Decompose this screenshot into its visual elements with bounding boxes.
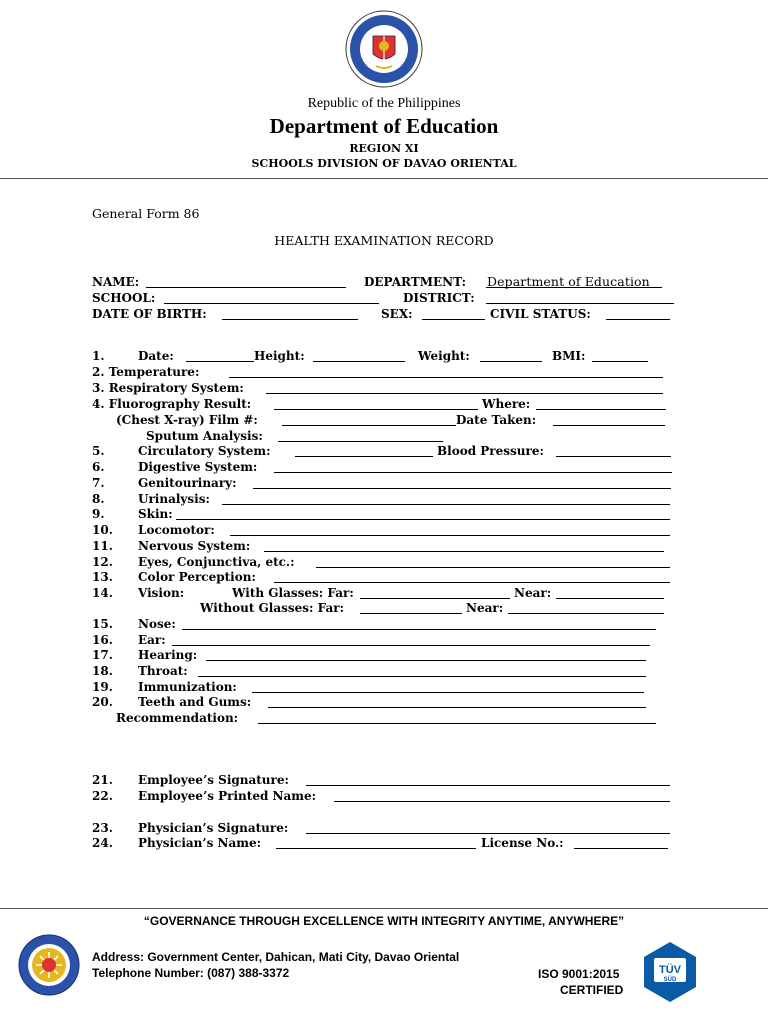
district-label: DISTRICT: [403, 291, 475, 305]
throat-field[interactable] [198, 665, 646, 677]
urinalysis-label: Urinalysis: [138, 492, 210, 506]
deped-seal-icon [345, 10, 423, 88]
item-number: 21. [92, 773, 113, 787]
respiratory-field[interactable] [266, 382, 663, 394]
with-glasses-near-label: Near: [514, 586, 552, 600]
recommendation-label: Recommendation: [116, 711, 239, 725]
item-number: 9. [92, 507, 105, 521]
date-label: Date: [138, 349, 174, 363]
item-number: 13. [92, 570, 113, 584]
physician-name-label: Physician’s Name: [138, 836, 262, 850]
civil-status-field[interactable] [606, 308, 670, 320]
eyes-label: Eyes, Conjunctiva, etc.: [138, 555, 295, 569]
tuv-logo-text: TÜV [659, 964, 681, 976]
employee-signature-label: Employee’s Signature: [138, 773, 289, 787]
item-number: 1. [92, 349, 105, 363]
temperature-field[interactable] [229, 366, 663, 378]
item-number: 23. [92, 821, 113, 835]
with-glasses-near-field[interactable] [556, 587, 664, 599]
immunization-field[interactable] [252, 681, 644, 693]
hearing-label: Hearing: [138, 648, 198, 662]
immunization-label: Immunization: [138, 680, 237, 694]
circulatory-label: Circulatory System: [138, 444, 271, 458]
physician-signature-label: Physician’s Signature: [138, 821, 289, 835]
sex-label: SEX: [381, 307, 413, 321]
school-field[interactable] [164, 292, 379, 304]
dob-label: DATE OF BIRTH: [92, 307, 207, 321]
height-field[interactable] [313, 350, 405, 362]
item-number: 14. [92, 586, 113, 600]
tuv-certification-icon [638, 940, 702, 1004]
license-label: License No.: [481, 836, 564, 850]
header-divider [0, 178, 768, 179]
fluorography-label: 4. Fluorography Result: [92, 397, 252, 411]
division-heading: SCHOOLS DIVISION OF DAVAO ORIENTAL [251, 157, 517, 170]
recommendation-field[interactable] [258, 712, 656, 724]
skin-field[interactable] [176, 508, 670, 520]
temperature-label: 2. Temperature: [92, 365, 200, 379]
license-field[interactable] [574, 837, 668, 849]
dob-field[interactable] [222, 308, 358, 320]
employee-signature-field[interactable] [306, 774, 670, 786]
weight-field[interactable] [480, 350, 542, 362]
film-field[interactable] [282, 414, 456, 426]
without-glasses-far-label: Without Glasses: Far: [200, 601, 345, 615]
without-glasses-near-label: Near: [466, 601, 504, 615]
item-number: 7. [92, 476, 105, 490]
with-glasses-far-field[interactable] [360, 587, 510, 599]
date-taken-field[interactable] [553, 414, 665, 426]
republic-heading: Republic of the Philippines [307, 96, 461, 111]
throat-label: Throat: [138, 664, 188, 678]
teeth-label: Teeth and Gums: [138, 695, 252, 709]
digestive-field[interactable] [274, 461, 672, 473]
genitourinary-field[interactable] [253, 477, 671, 489]
teeth-field[interactable] [268, 696, 646, 708]
item-number: 22. [92, 789, 113, 803]
address-text: Address: Government Center, Dahican, Mati City, Davao Oriental [92, 950, 460, 964]
item-number: 15. [92, 617, 113, 631]
color-perception-field[interactable] [274, 571, 670, 583]
film-label: (Chest X-ray) Film #: [116, 413, 258, 427]
height-label: Height: [254, 349, 305, 363]
item-number: 17. [92, 648, 113, 662]
hearing-field[interactable] [206, 649, 646, 661]
item-number: 20. [92, 695, 113, 709]
item-number: 11. [92, 539, 113, 553]
circulatory-field[interactable] [295, 445, 433, 457]
ear-label: Ear: [138, 633, 166, 647]
nervous-label: Nervous System: [138, 539, 251, 553]
skin-label: Skin: [138, 507, 173, 521]
footer-divider [0, 908, 768, 909]
certified-text: CERTIFIED [560, 983, 624, 997]
urinalysis-field[interactable] [222, 493, 670, 505]
blood-pressure-label: Blood Pressure: [437, 444, 544, 458]
department-field[interactable]: Department of Education [486, 276, 662, 288]
item-number: 12. [92, 555, 113, 569]
nervous-field[interactable] [264, 540, 664, 552]
with-glasses-far-label: With Glasses: Far: [232, 586, 354, 600]
item-number: 19. [92, 680, 113, 694]
item-number: 6. [92, 460, 105, 474]
item-number: 16. [92, 633, 113, 647]
where-field[interactable] [536, 398, 666, 410]
respiratory-label: 3. Respiratory System: [92, 381, 244, 395]
form-title: HEALTH EXAMINATION RECORD [274, 233, 494, 248]
department-label: DEPARTMENT: [364, 275, 467, 289]
region-heading: REGION XI [349, 142, 419, 155]
telephone-text: Telephone Number: (087) 388-3372 [92, 966, 290, 980]
tuv-logo-subtext: SÜD [663, 977, 677, 983]
bmi-label: BMI: [552, 349, 586, 363]
sputum-label: Sputum Analysis: [146, 429, 263, 443]
name-label: NAME: [92, 275, 140, 289]
weight-label: Weight: [418, 349, 470, 363]
school-label: SCHOOL: [92, 291, 156, 305]
department-heading: Department of Education [269, 114, 499, 138]
sex-field[interactable] [422, 308, 485, 320]
employee-name-label: Employee’s Printed Name: [138, 789, 317, 803]
civil-status-label: CIVIL STATUS: [490, 307, 591, 321]
eyes-field[interactable] [316, 556, 670, 568]
item-number: 10. [92, 523, 113, 537]
iso-text: ISO 9001:2015 [538, 967, 620, 981]
date-taken-label: Date Taken: [456, 413, 537, 427]
motto: “GOVERNANCE THROUGH EXCELLENCE WITH INTEGRITY ANYTIME, ANYWHERE” [143, 914, 625, 928]
vision-label: Vision: [138, 586, 185, 600]
item-number: 5. [92, 444, 105, 458]
genitourinary-label: Genitourinary: [138, 476, 237, 490]
sputum-field[interactable] [278, 430, 443, 442]
bmi-field[interactable] [592, 350, 648, 362]
form-number: General Form 86 [92, 206, 200, 221]
district-field[interactable] [486, 292, 674, 304]
fluorography-field[interactable] [274, 398, 478, 410]
without-glasses-far-field[interactable] [360, 602, 462, 614]
employee-name-field[interactable] [334, 790, 670, 802]
blood-pressure-field[interactable] [556, 445, 671, 457]
color-perception-label: Color Perception: [138, 570, 256, 584]
nose-field[interactable] [182, 618, 656, 630]
item-number: 18. [92, 664, 113, 678]
physician-name-field[interactable] [276, 837, 476, 849]
nose-label: Nose: [138, 617, 176, 631]
locomotor-field[interactable] [230, 524, 670, 536]
date-field[interactable] [186, 350, 254, 362]
name-field[interactable] [146, 276, 346, 288]
ear-field[interactable] [172, 634, 650, 646]
physician-signature-field[interactable] [306, 822, 670, 834]
item-number: 8. [92, 492, 105, 506]
without-glasses-near-field[interactable] [508, 602, 664, 614]
division-seal-icon [18, 934, 80, 996]
item-number: 24. [92, 836, 113, 850]
where-label: Where: [482, 397, 531, 411]
locomotor-label: Locomotor: [138, 523, 215, 537]
digestive-label: Digestive System: [138, 460, 258, 474]
